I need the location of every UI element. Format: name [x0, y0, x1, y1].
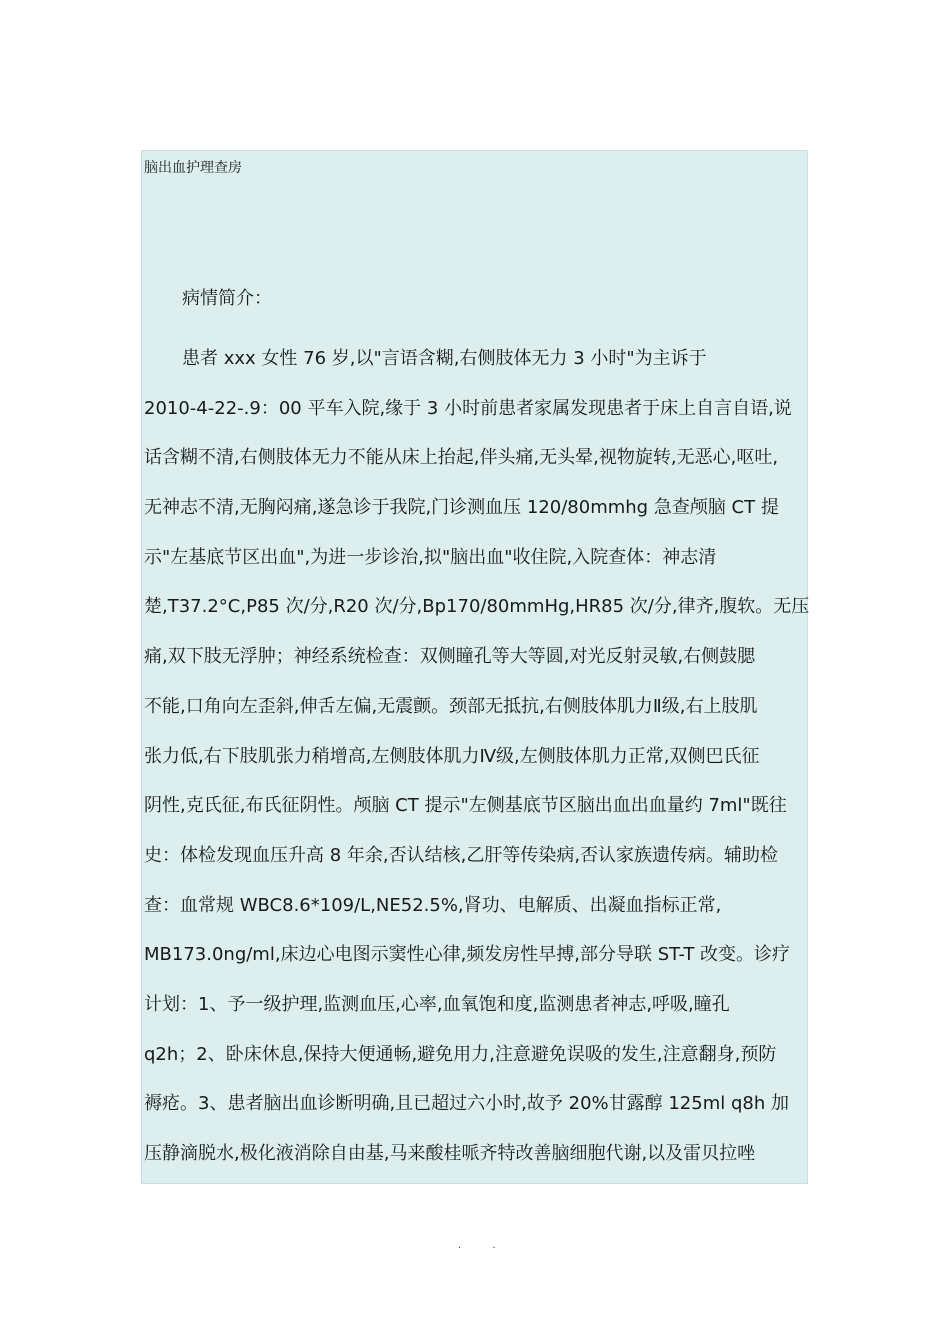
paragraph-line: 无神志不清,无胸闷痛,遂急诊于我院,门诊测血压 120/80mmhg 急查颅脑 CT 提	[144, 497, 779, 519]
paragraph-line: q2h；2、卧床休息,保持大便通畅,避免用力,注意避免误吸的发生,注意翻身,预防	[144, 1043, 777, 1065]
paragraph-line: 查：血常规 WBC8.6*109/L,NE52.5%,肾功、电解质、出凝血指标正常,	[144, 894, 722, 916]
paragraph-line: 阴性,克氏征,布氏征阴性。颅脑 CT 提示"左侧基底节区脑出血出血量约 7ml"既往	[144, 795, 787, 817]
paragraph-line: 计划：1、予一级护理,监测血压,心率,血氧饱和度,监测患者神志,呼吸,瞳孔	[144, 993, 730, 1015]
section-heading: 病情简介：	[182, 288, 272, 309]
paragraph-line: 褥疮。3、患者脑出血诊断明确,且已超过六小时,故予 20%甘露醇 125ml q8h 加	[144, 1093, 789, 1115]
content-box	[141, 150, 808, 1184]
paragraph-line: 压静滴脱水,极化液消除自由基,马来酸桂哌齐特改善脑细胞代谢,以及雷贝拉唑	[144, 1143, 756, 1164]
document-title: 脑出血护理查房	[144, 160, 242, 176]
paragraph-line: 史：体检发现血压升高 8 年余,否认结核,乙肝等传染病,否认家族遗传病。辅助检	[144, 844, 779, 866]
paragraph-line: 痛,双下肢无浮肿；神经系统检查：双侧瞳孔等大等圆,对光反射灵敏,右侧鼓腮	[144, 646, 756, 668]
paragraph-line: 不能,口角向左歪斜,伸舌左偏,无震颤。颈部无抵抗,右侧肢体肌力Ⅱ级,右上肢肌	[144, 695, 758, 717]
paragraph-line: 张力低,右下肢肌张力稍增高,左侧肢体肌力Ⅳ级,左侧肢体肌力正常,双侧巴氏征	[144, 745, 760, 767]
page-footer-marks: . .	[458, 1240, 510, 1251]
paragraph-line: 话含糊不清,右侧肢体无力不能从床上抬起,伴头痛,无头晕,视物旋转,无恶心,呕吐,	[144, 447, 779, 469]
paragraph-line: 示"左基底节区出血",为进一步诊治,拟"脑出血"收住院,入院查体：神志清	[144, 546, 717, 568]
paragraph-line: MB173.0ng/ml,床边心电图示窦性心律,频发房性早搏,部分导联 ST-T 改变。诊疗	[144, 944, 791, 966]
paragraph-line: 楚,T37.2°C,P85 次/分,R20 次/分,Bp170/80mmHg,HR85 次/分,律齐,腹软。无压	[144, 596, 809, 618]
paragraph-line: 患者 xxx 女性 76 岁,以"言语含糊,右侧肢体无力 3 小时"为主诉于	[182, 348, 707, 369]
paragraph-line: 2010-4-22-.9：00 平车入院,缘于 3 小时前患者家属发现患者于床上自言自语,说	[144, 397, 792, 419]
case-paragraph	[144, 347, 809, 1192]
